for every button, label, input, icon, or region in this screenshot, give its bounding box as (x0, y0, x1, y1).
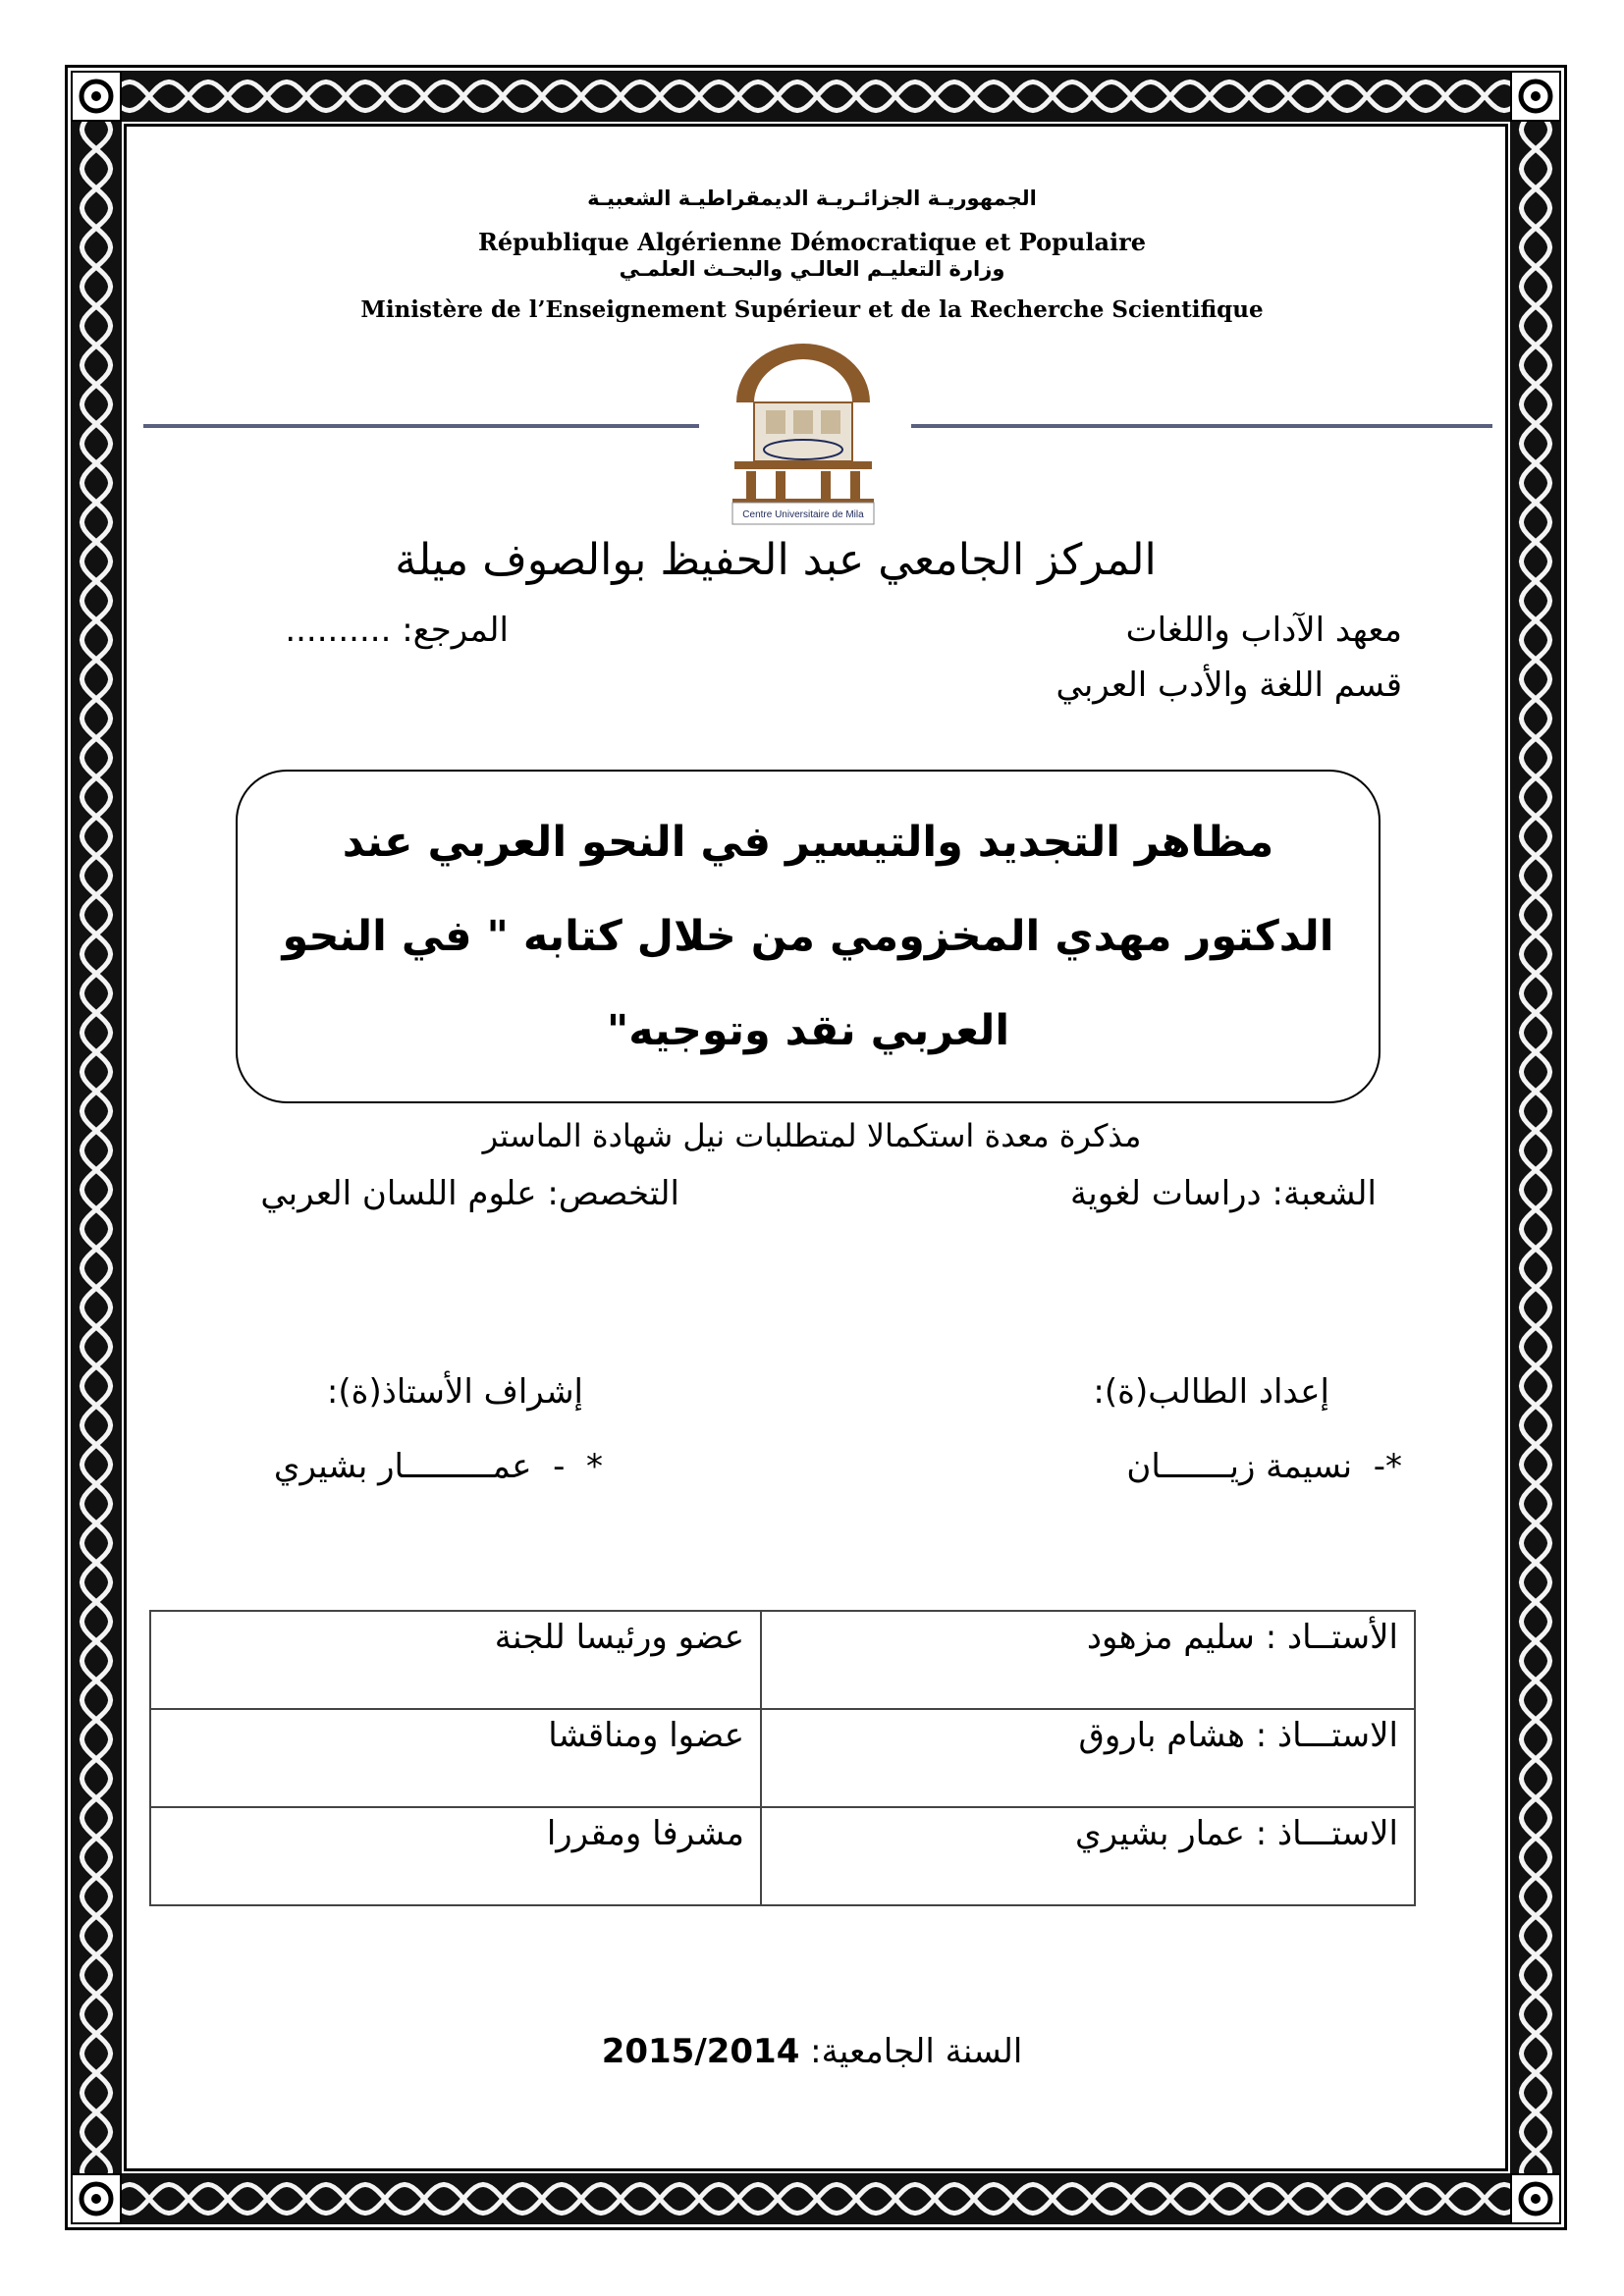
header-french-republic: République Algérienne Démocratique et Populaire (477, 228, 1147, 256)
committee-table (149, 1610, 1416, 1906)
committee-member-name: الأستــاد : سليم مزهود (761, 1611, 1415, 1709)
thesis-title: مظاهر التجديد والتيسير في النحو العربي عند الدكتور مهدي المخزومي من خلال كتابه " في النحو العربي نقد وتوجيه" (282, 818, 1334, 1055)
supervisor-name: * - عمـــــــــار بشيري (273, 1447, 603, 1486)
table-row (150, 1611, 1415, 1709)
academic-year (0, 2032, 1624, 2071)
academic-year-value: 2015/2014 (601, 2032, 800, 2071)
committee-member-role: عضو ورئيسا للجنة (150, 1611, 761, 1709)
committee-member-role: عضوا ومناقشا (150, 1709, 761, 1807)
university-center-name: المركز الجامعي عبد الحفيظ بوالصوف ميلة (395, 535, 1157, 585)
institute-label: معهد الآداب واللغات (1125, 611, 1402, 650)
committee-member-name: الاستـــاذ : هشام باروق (761, 1709, 1415, 1807)
table-row (150, 1709, 1415, 1807)
border-pattern-top (71, 71, 1561, 122)
header-french-ministry: Ministère de l’Enseignement Supérieur et de la Recherche Scientifique (360, 296, 1264, 323)
corner-ornament-top-left (71, 71, 122, 122)
university-logo (715, 334, 892, 525)
rule-line-right (911, 424, 1492, 428)
reference-label: المرجع: .......... (285, 611, 509, 650)
border-pattern-bottom (71, 2173, 1561, 2224)
rule-line-left (143, 424, 699, 428)
academic-year-label: السنة الجامعية: (799, 2032, 1023, 2071)
corner-ornament-bottom-left (71, 2173, 122, 2224)
header-arabic-republic: الجمهوريـة الجزائـريـة الديمقراطيـة الشعبيـة (587, 187, 1037, 210)
student-name: *- نسيمة زيـــــــان (1126, 1447, 1402, 1486)
branch-label: الشعبة: دراسات لغوية (1070, 1174, 1377, 1213)
committee-member-name: الاستـــاذ : عمار بشيري (761, 1807, 1415, 1905)
memo-description: مذكرة معدة استكمالا لمتطلبات نيل شهادة الماستر (482, 1117, 1142, 1154)
table-row (150, 1807, 1415, 1905)
header-arabic-ministry: وزارة التعليـم العالـي والبحـث العلمـي (619, 257, 1005, 281)
corner-ornament-top-right (1510, 71, 1561, 122)
specialty-label: التخصص: علوم اللسان العربي (260, 1174, 679, 1213)
thesis-title-box (236, 770, 1380, 1103)
logo-caption: Centre Universitaire de Mila (742, 509, 864, 520)
department-label: قسم اللغة والأدب العربي (1056, 666, 1402, 705)
corner-ornament-bottom-right (1510, 2173, 1561, 2224)
supervisor-label: إشراف الأستاذ(ة): (326, 1372, 583, 1412)
committee-member-role: مشرفا ومقررا (150, 1807, 761, 1905)
prepared-by-label: إعداد الطالب(ة): (1093, 1372, 1329, 1412)
